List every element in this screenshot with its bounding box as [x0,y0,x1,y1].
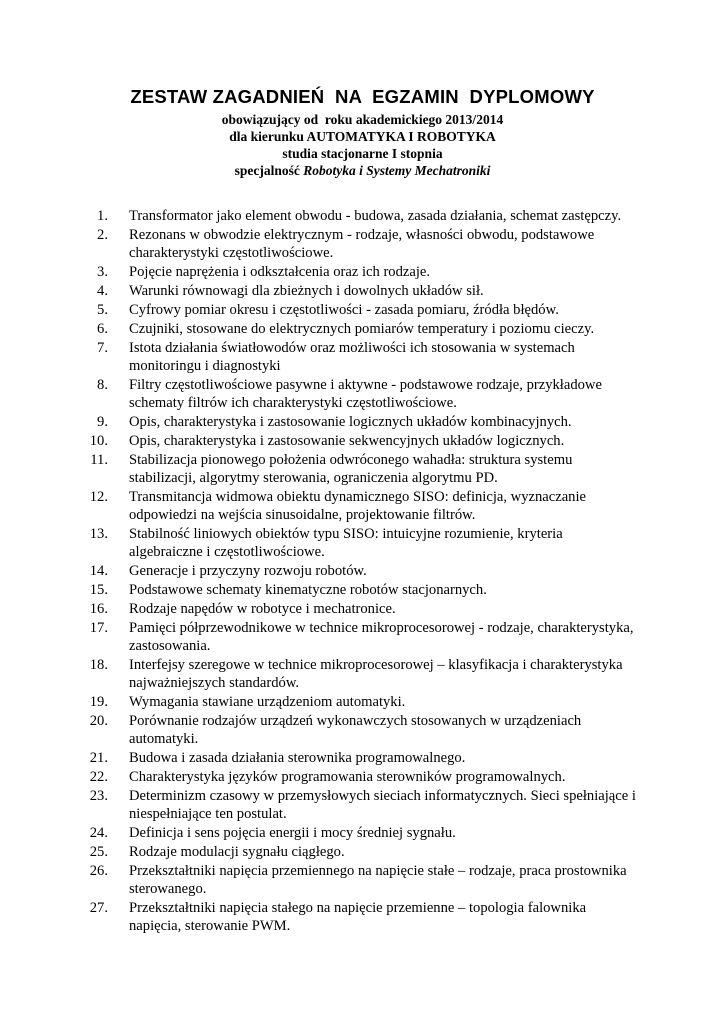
academic-year-line: obowiązujący od roku akademickiego 2013/2014 [221,112,504,127]
list-item [0,600,725,618]
item-text: Istota działania światłowodów oraz możliwości ich stosowania w systemach monitoringu i diagnostyki [129,340,575,374]
item-number: 2. [97,227,108,243]
item-number: 20. [89,713,108,729]
list-item [0,413,725,431]
list-item [0,787,725,823]
item-text: Budowa i zasada działania sterownika programowalnego. [129,750,466,766]
specialization-line [0,162,725,179]
item-number: 26. [89,863,108,879]
item-number: 24. [89,825,108,841]
item-number: 4. [97,283,108,299]
item-text: Przekształtniki napięcia przemiennego na napięcie stałe – rodzaje, praca prostownika sterowanego. [129,863,627,897]
item-number: 9. [97,414,108,430]
item-text: Generacje i przyczyny rozwoju robotów. [129,563,367,579]
specialization-name: Robotyka i Systemy Mechatroniki [303,163,491,178]
item-text: Stabilizacja pionowego położenia odwróconego wahadła: struktura systemu stabilizacji, algorytmy sterowania, ograniczenia algorytmu PD. [129,452,573,486]
list-item [0,619,725,655]
topics-list [0,207,725,936]
item-text: Filtry częstotliwościowe pasywne i aktywne - podstawowe rodzaje, przykładowe schematy filtrów ich charakterystyki częstotliwościowe. [129,377,602,411]
item-text: Charakterystyka języków programowania sterowników programowalnych. [129,769,566,785]
item-text: Transformator jako element obwodu - budowa, zasada działania, schemat zastępczy. [129,208,622,224]
item-text: Determinizm czasowy w przemysłowych sieciach informatycznych. Sieci spełniające i niespełniające ten postulat. [129,788,636,822]
list-item [0,525,725,561]
item-text: Interfejsy szeregowe w technice mikroprocesorowej – klasyfikacja i charakterystyka najważniejszych standardów. [129,657,623,691]
list-item [0,693,725,711]
item-number: 3. [97,264,108,280]
item-text: Warunki równowagi dla zbieżnych i dowolnych układów sił. [129,283,484,299]
list-item [0,581,725,599]
item-number: 23. [89,788,108,804]
list-item [0,282,725,300]
list-item [0,656,725,692]
list-item [0,432,725,450]
list-item [0,488,725,524]
item-number: 19. [89,694,108,710]
list-item [0,899,725,935]
item-text: Opis, charakterystyka i zastosowanie logicznych układów kombinacyjnych. [129,414,572,430]
item-text: Czujniki, stosowane do elektrycznych pomiarów temperatury i poziomu cieczy. [129,321,595,337]
list-item [0,207,725,225]
item-number: 16. [89,601,108,617]
item-text: Wymagania stawiane urządzeniom automatyki. [129,694,406,710]
item-text: Przekształtniki napięcia stałego na napięcie przemienne – topologia falownika napięcia, sterowanie PWM. [129,900,587,934]
item-text: Rodzaje modulacji sygnału ciągłego. [129,844,345,860]
item-text: Transmitancja widmowa obiektu dynamicznego SISO: definicja, wyznaczanie odpowiedzi na wejścia sinusoidalne, projektowanie filtrów. [129,489,587,523]
item-text: Porównanie rodzajów urządzeń wykonawczych stosowanych w urządzeniach automatyki. [129,713,582,747]
item-number: 11. [90,452,108,468]
list-item [0,339,725,375]
item-number: 15. [89,582,108,598]
item-number: 5. [97,302,108,318]
item-number: 1. [97,208,108,224]
item-text: Pojęcie naprężenia i odkształcenia oraz ich rodzaje. [129,264,431,280]
item-text: Opis, charakterystyka i zastosowanie sekwencyjnych układów logicznych. [129,433,565,449]
list-item [0,562,725,580]
document-title: ZESTAW ZAGADNIEŃ NA EGZAMIN DYPLOMOWY [130,86,595,107]
item-text: Podstawowe schematy kinematyczne robotów stacjonarnych. [129,582,487,598]
item-text: Stabilność liniowych obiektów typu SISO: intuicyjne rozumienie, kryteria algebraiczne i częstotliwościowe. [129,526,563,560]
item-number: 25. [89,844,108,860]
list-item [0,301,725,319]
list-item [0,862,725,898]
item-number: 18. [89,657,108,673]
list-item [0,320,725,338]
item-text: Rodzaje napędów w robotyce i mechatronice. [129,601,396,617]
list-item [0,263,725,281]
list-item [0,749,725,767]
item-number: 7. [97,340,108,356]
item-text: Pamięci półprzewodnikowe w technice mikroprocesorowej - rodzaje, charakterystyka, zastosowania. [129,620,634,654]
list-item [0,843,725,861]
list-item [0,451,725,487]
item-number: 27. [89,900,108,916]
item-number: 6. [97,321,108,337]
list-item [0,226,725,262]
item-number: 14. [89,563,108,579]
list-item [0,824,725,842]
item-text: Definicja i sens pojęcia energii i mocy średniej sygnału. [129,825,456,841]
list-item [0,768,725,786]
item-text: Rezonans w obwodzie elektrycznym - rodzaje, własności obwodu, podstawowe charakterystyki częstotliwościowe. [129,227,595,261]
item-text: Cyfrowy pomiar okresu i częstotliwości - zasada pomiaru, źródła błędów. [129,302,559,318]
specialization-prefix: specjalność [234,163,304,178]
item-number: 10. [89,433,108,449]
item-number: 17. [89,620,108,636]
item-number: 13. [89,526,108,542]
list-item [0,376,725,412]
item-number: 8. [97,377,108,393]
field-of-study-line: dla kierunku AUTOMATYKA I ROBOTYKA [229,129,496,144]
item-number: 22. [89,769,108,785]
study-mode-line: studia stacjonarne I stopnia [282,146,443,161]
list-item [0,712,725,748]
item-number: 21. [89,750,108,766]
item-number: 12. [89,489,108,505]
